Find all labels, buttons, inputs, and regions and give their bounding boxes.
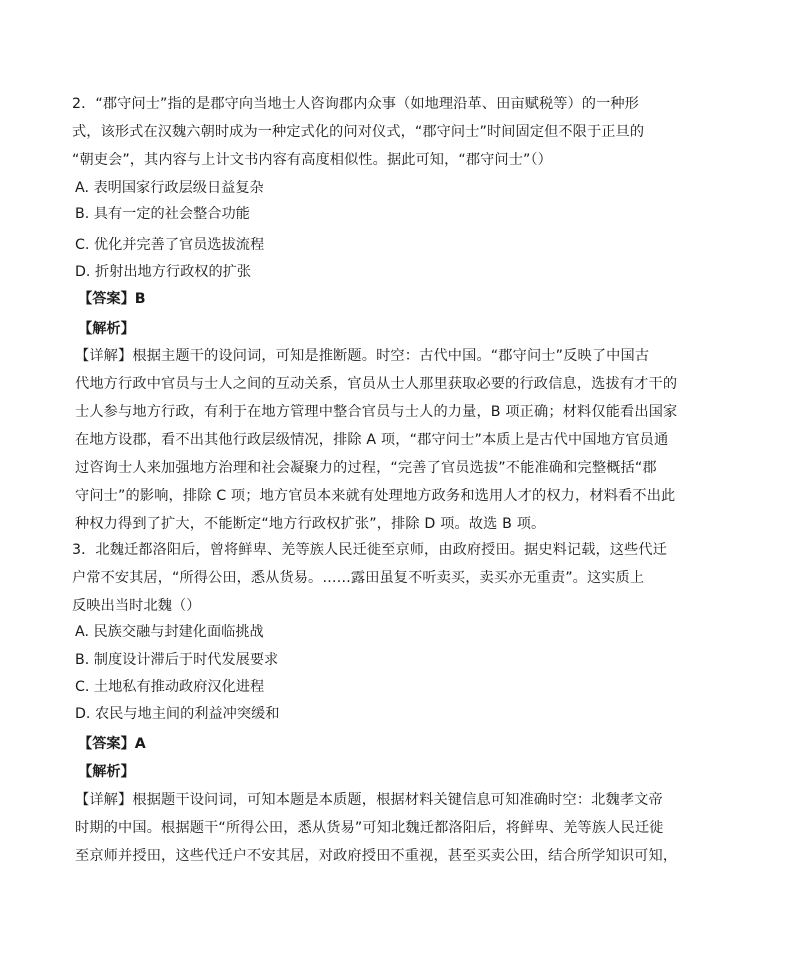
question-2-option-b: B. 具有一定的社会整合功能 — [75, 206, 250, 222]
answer-value: A — [134, 736, 146, 752]
question-2-detail — [75, 342, 740, 538]
question-line: 户常不安其居，“所得公田，悉从货易。……露田虽复不听卖买，卖买亦无重责”。这实质上 — [72, 570, 645, 586]
detail-line: 种权力得到了扩大，不能断定“地方行政权扩张”，排除 D 项。故选 B 项。 — [75, 516, 546, 532]
question-2-option-a: A. 表明国家行政层级日益复杂 — [75, 180, 264, 196]
question-2-answer — [78, 289, 146, 309]
question-line: 反映出当时北魏（） — [72, 598, 201, 614]
detail-line: 在地方设郡，看不出其他行政层级情况，排除 A 项，“郡守问士”本质上是古代中国地方官员通 — [75, 432, 669, 448]
question-3-stem — [72, 536, 732, 620]
detail-line: 过咨询士人来加强地方治理和社会凝聚力的过程，“完善了官员选拔”不能准确和完整概括“郡 — [75, 460, 657, 476]
question-line: 式，该形式在汉魏六朝时成为一种定式化的问对仪式，“郡守问士”时间固定但不限于正旦的 — [72, 124, 645, 140]
question-line: 2．“郡守问士”指的是郡守向当地士人咨询郡内众事（如地理沿革、田亩赋税等）的一种形 — [72, 96, 639, 112]
detail-line: 【详解】根据主题干的设问词，可知是推断题。时空：古代中国。“郡守问士”反映了中国古 — [75, 348, 650, 364]
question-3-answer — [78, 734, 146, 754]
question-line: “朝吏会”，其内容与上计文书内容有高度相似性。据此可知，“郡守问士”（） — [72, 152, 552, 168]
question-2-analysis-label: 【解析】 — [78, 321, 135, 337]
detail-line: 士人参与地方行政，有利于在地方管理中整合官员与士人的力量，B 项正确；材料仅能看出国家 — [75, 404, 678, 420]
answer-label: 【答案】 — [78, 291, 135, 307]
detail-line: 代地方行政中官员与士人之间的互动关系，官员从士人那里获取必要的行政信息，选拔有才干的 — [75, 376, 678, 392]
detail-line: 至京师并授田，这些代迁户不安其居，对政府授田不重视，甚至买卖公田，结合所学知识可知， — [75, 848, 678, 864]
question-2-stem — [72, 90, 732, 174]
answer-value: B — [134, 291, 146, 307]
detail-line: 守问士”的影响，排除 C 项；地方官员本来就有处理地方政务和选用人才的权力，材料看不出此 — [75, 488, 676, 504]
question-3-option-a: A. 民族交融与封建化面临挑战 — [75, 624, 264, 640]
question-line: 3．北魏迁都洛阳后，曾将鲜卑、羌等族人民迁徙至京师，由政府授田。据史料记载，这些代迁 — [72, 542, 667, 558]
question-3-detail — [75, 786, 740, 870]
question-2-option-d: D. 折射出地方行政权的扩张 — [75, 264, 252, 280]
detail-line: 【详解】根据题干设问词，可知本题是本质题，根据材料关键信息可知准确时空：北魏孝文帝 — [75, 792, 663, 808]
question-3-option-c: C. 土地私有推动政府汉化进程 — [75, 679, 265, 695]
answer-label: 【答案】 — [78, 736, 135, 752]
question-3-option-d: D. 农民与地主间的利益冲突缓和 — [75, 706, 280, 722]
question-3-option-b: B. 制度设计滞后于时代发展要求 — [75, 652, 279, 668]
question-3-analysis-label: 【解析】 — [78, 764, 135, 780]
question-2-option-c: C. 优化并完善了官员选拔流程 — [75, 237, 265, 253]
detail-line: 时期的中国。根据题干“所得公田，悉从货易”可知北魏迁都洛阳后，将鲜卑、羌等族人民迁徙 — [75, 820, 664, 836]
